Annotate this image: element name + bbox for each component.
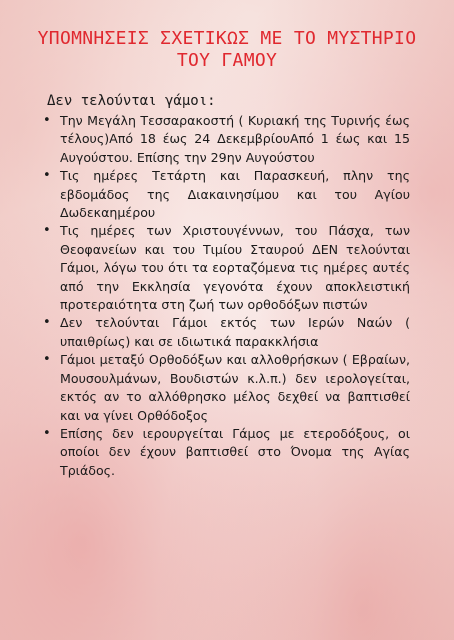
list-item: [43, 351, 410, 425]
list-item-text: Τις ημέρες Τετάρτη και Παρασκευή, πλην της εβδομάδος της Διακαινησίμου και του Αγίου Δωδεκαημέρου: [60, 168, 410, 221]
list-heading: Δεν τελούνται γάμοι:: [47, 93, 216, 109]
bullet-icon: •: [43, 315, 51, 331]
rules-list: [43, 112, 410, 480]
bullet-icon: •: [43, 352, 51, 368]
bullet-icon: •: [43, 223, 51, 239]
list-item: [43, 112, 410, 167]
list-item: [43, 425, 410, 480]
page-title: ΥΠΟΜΝΗΣΕΙΣ ΣΧΕΤΙΚΩΣ ΜΕ ΤΟ ΜΥΣΤΗΡΙΟ ΤΟΥ ΓΑΜΟΥ: [37, 28, 417, 71]
list-item: [43, 167, 410, 222]
bullet-icon: •: [43, 113, 51, 128]
list-item-text: Γάμοι μεταξύ Ορθοδόξων και αλλοθρήσκων ( Εβραίων, Μουσουλμάνων, Βουδιστών κ.λ.π.) δεν ιερολογείται, εκτός αν το αλλόθρησκο μέλος δεχθεί να βαπτισθεί και να γίνει Ορθόδοξος: [60, 352, 410, 423]
bullet-icon: •: [43, 425, 51, 441]
list-item-text: Δεν τελούνται Γάμοι εκτός των Ιερών Ναών ( υπαιθρίως) και σε ιδιωτικά παρακκλήσια: [60, 315, 410, 349]
list-item: [43, 314, 410, 351]
list-item-text: Επίσης δεν ιερουργείται Γάμος με ετεροδόξους, οι οποίοι δεν έχουν βαπτισθεί στο Όνομα της Αγίας Τριάδος.: [60, 425, 410, 478]
list-item: [43, 222, 410, 314]
list-item-text: Τις ημέρες των Χριστουγέννων, του Πάσχα, των Θεοφανείων και του Τιμίου Σταυρού ΔΕΝ τελούνται Γάμοι, λόγω του ότι τα εορταζόμενα τις ημέρες αυτές από την Εκκλησία γεγονότα έχουν αποκλειστική προτεραιότητα στη ζωή των ορθοδόξων πιστών: [60, 223, 410, 313]
list-item-text: Την Μεγάλη Τεσσαρακοστή ( Κυριακή της Τυρινής έως τέλους)Από 18 έως 24 ΔεκεμβρίουΑπό 1 έως και 15 Αυγούστου. Επίσης την 29ην Αυγούστου: [60, 113, 410, 165]
bullet-icon: •: [43, 168, 51, 184]
